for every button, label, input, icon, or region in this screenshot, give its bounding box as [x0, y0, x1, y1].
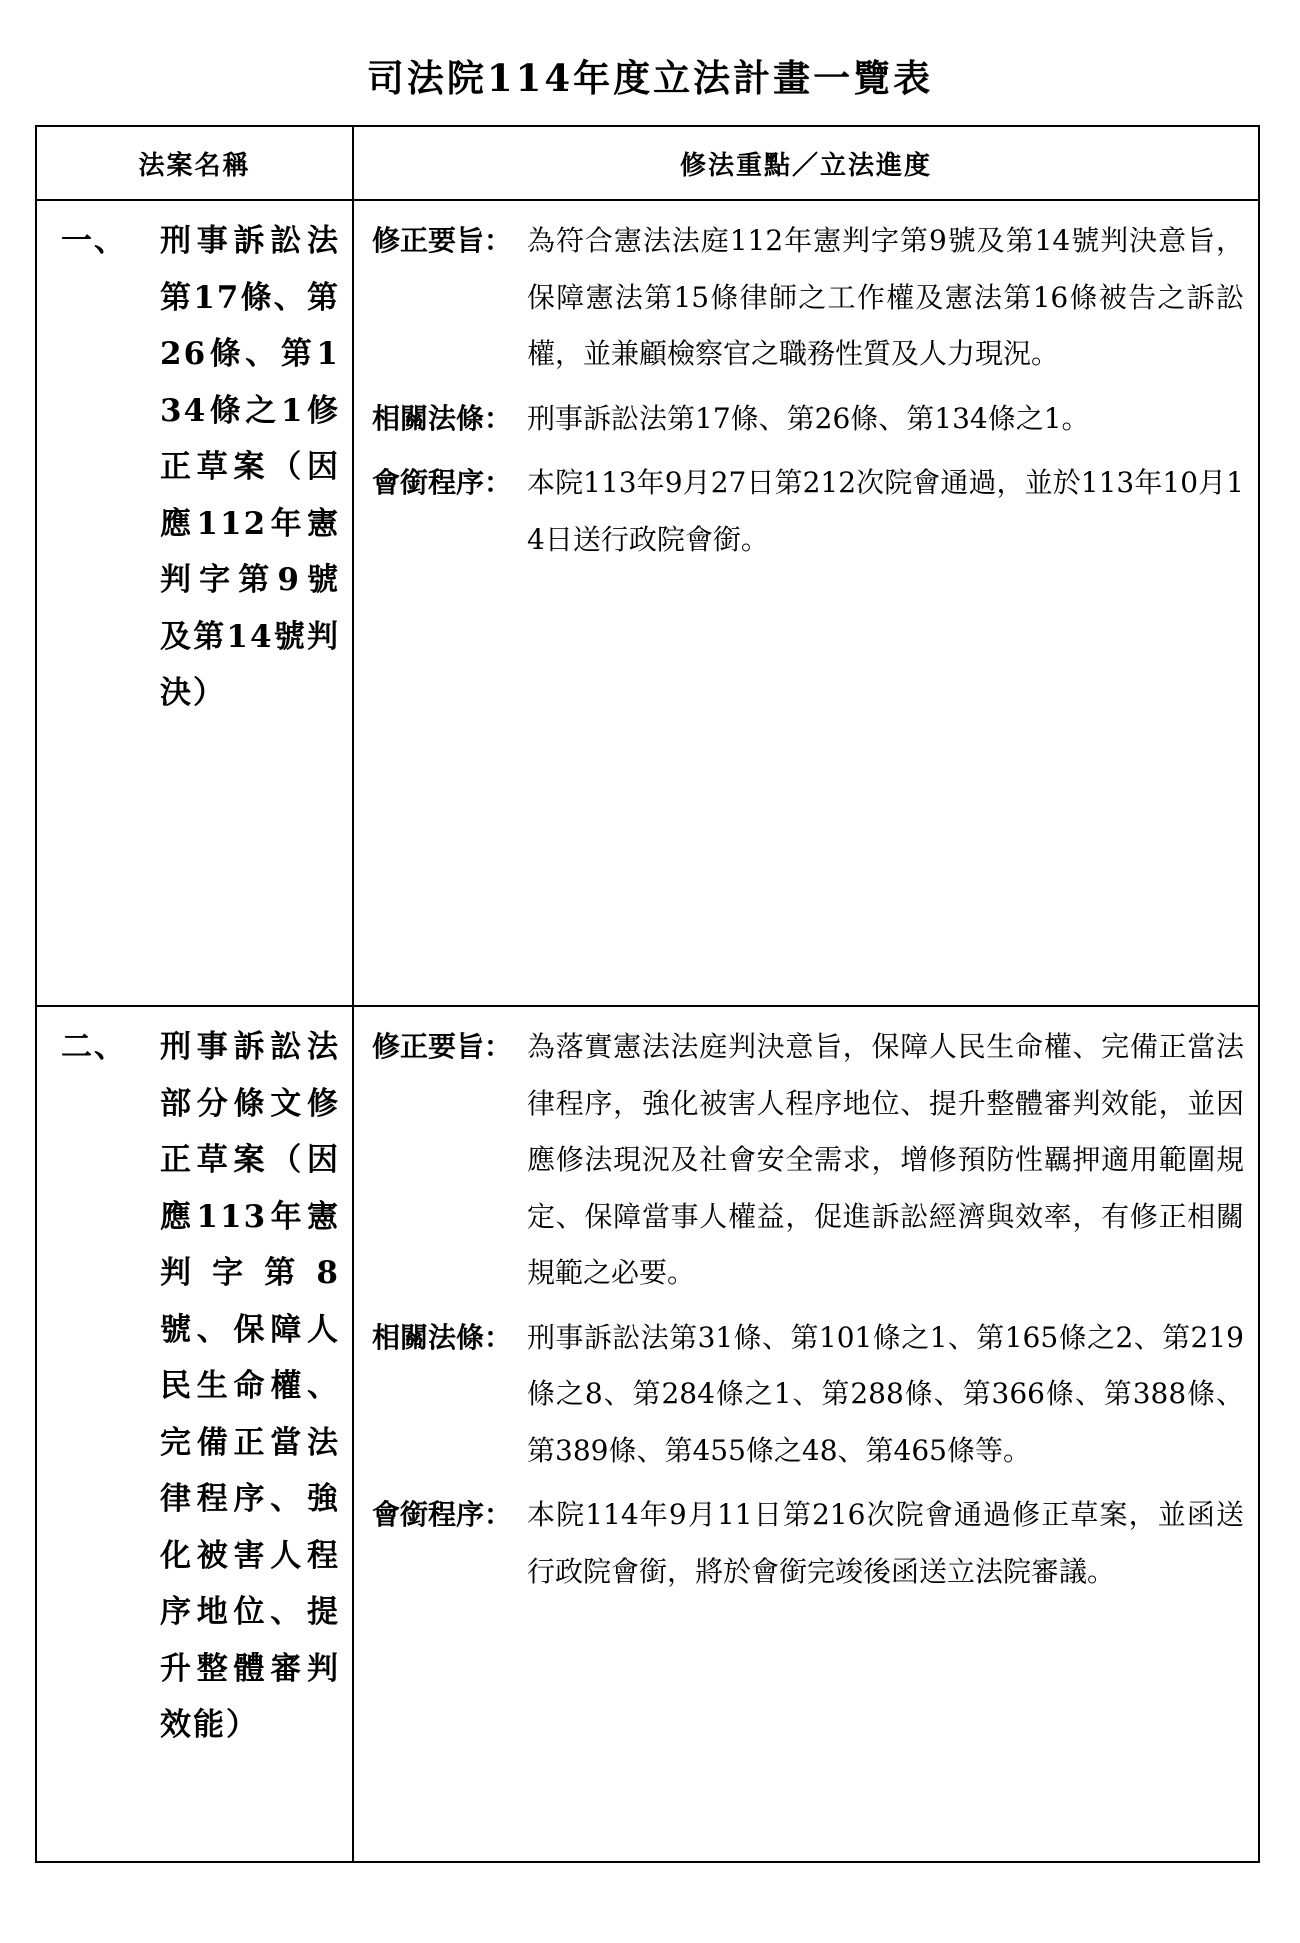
entry-text: 刑事訴訟法第31條、第101條之1、第165條之2、第219條之8、第284條之1、第288條、第366條、第388條、第389條、第455條之48、第465條等。 [527, 1320, 1244, 1467]
table-row [37, 1007, 1258, 1861]
header-label-amendment-focus: 修法重點／立法進度 [679, 150, 932, 181]
entry-text: 為落實憲法法庭判決意旨，保障人民生命權、完備正當法律程序，強化被害人程序地位、提升整體審判效能，並因應修法現況及社會安全需求，增修預防性羈押適用範圍規定、保障當事人權益，促進訴訟經濟與效率，有修正相關規範之必要。 [527, 1030, 1244, 1289]
amendment-details-cell [354, 1007, 1258, 1861]
co-signing-procedure [354, 1487, 1258, 1600]
entry-label: 修正要旨： [372, 224, 513, 257]
related-articles [354, 1310, 1258, 1480]
entry-text: 為符合憲法法庭112年憲判字第9號及第14號判決意旨，保障憲法第15條律師之工作權及憲法第16條被告之訴訟權，並兼顧檢察官之職務性質及人力現況。 [527, 224, 1244, 370]
entry-label: 修正要旨： [372, 1030, 513, 1063]
bill-title: 刑事訴訟法第17條、第26條、第134條之1修正草案（因應112年憲判字第9號及第14號判決） [160, 223, 340, 711]
entry-text: 本院114年9月11日第216次院會通過修正草案，並函送行政院會銜，將於會銜完竣後函送立法院審議。 [527, 1498, 1244, 1588]
entry-label: 會銜程序： [372, 466, 513, 499]
entry-text: 本院113年9月27日第212次院會通過，並於113年10月14日送行政院會銜。 [527, 466, 1244, 556]
bill-title: 刑事訴訟法部分條文修正草案（因應113年憲判字第8號、保障人民生命權、完備正當法律程序、強化被害人程序地位、提升整體審判效能） [160, 1029, 340, 1743]
header-label-bill-name: 法案名稱 [138, 150, 251, 181]
bill-name-cell [37, 1007, 354, 1861]
legislative-plan-table [35, 125, 1260, 1863]
entry-label: 會銜程序： [372, 1498, 513, 1531]
bill-name [37, 1007, 352, 1754]
bill-name [37, 201, 352, 722]
header-cell-amendment-focus [354, 127, 1258, 199]
amendment-details-cell [354, 201, 1258, 1005]
header-cell-bill-name [37, 127, 354, 199]
table-row [37, 201, 1258, 1007]
table-header-row [37, 127, 1258, 201]
entry-text: 刑事訴訟法第17條、第26條、第134條之1。 [527, 401, 1090, 435]
related-articles [354, 391, 1258, 448]
bill-name-cell [37, 201, 354, 1005]
bill-number: 一、 [61, 223, 127, 259]
co-signing-procedure [354, 455, 1258, 568]
entry-label: 相關法條： [372, 401, 513, 435]
amendment-purpose [354, 213, 1258, 383]
bill-number: 二、 [61, 1029, 127, 1065]
amendment-purpose [354, 1019, 1258, 1302]
entry-label: 相關法條： [372, 1320, 513, 1354]
page-title: 司法院114年度立法計畫一覽表 [366, 56, 934, 100]
